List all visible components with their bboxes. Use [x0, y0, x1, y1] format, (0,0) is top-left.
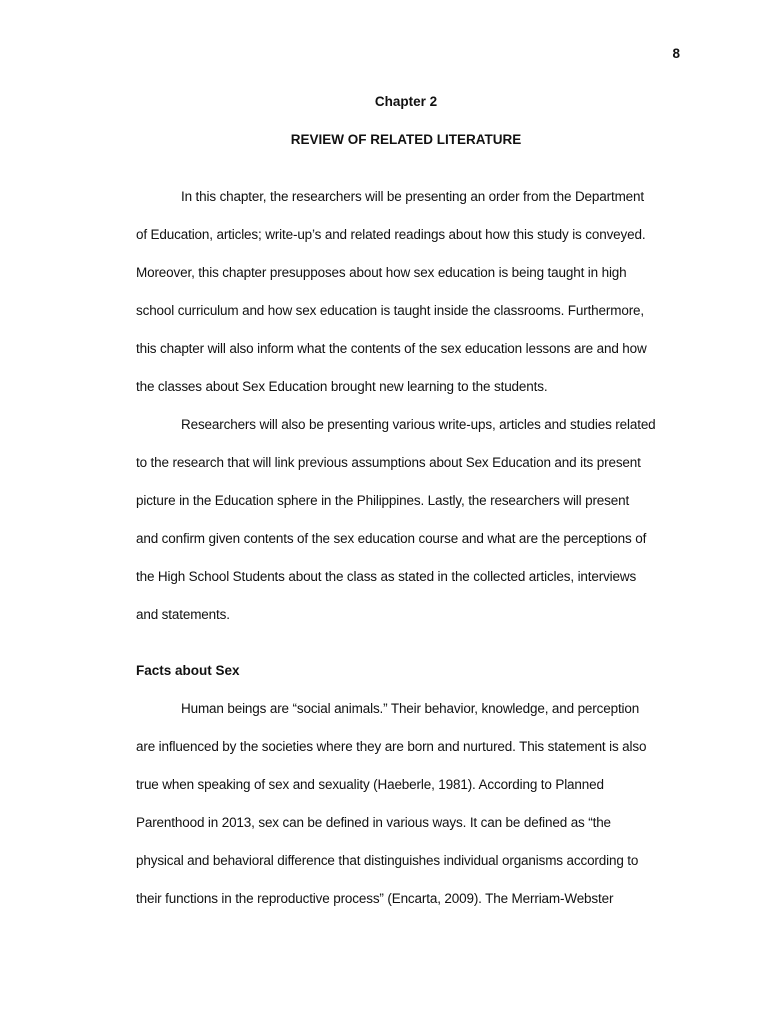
paragraph-line: to the research that will link previous assumptions about Sex Education and its present	[136, 455, 641, 470]
paragraph-line: physical and behavioral difference that distinguishes individual organisms according to	[136, 853, 639, 868]
paragraph-line: Researchers will also be presenting various write-ups, articles and studies related	[181, 417, 656, 432]
paragraph-line: the High School Students about the class as stated in the collected articles, interviews	[136, 569, 637, 584]
chapter-heading: Chapter 2	[374, 94, 438, 109]
paragraph-line: true when speaking of sex and sexuality (Haeberle, 1981). According to Planned	[136, 777, 604, 792]
paragraph-line: In this chapter, the researchers will be presenting an order from the Department	[181, 189, 644, 204]
paragraph-line: the classes about Sex Education brought new learning to the students.	[136, 379, 548, 394]
page-number: 8	[672, 46, 680, 61]
paragraph-line: their functions in the reproductive process” (Encarta, 2009). The Merriam-Webster	[136, 891, 614, 906]
paragraph-line: school curriculum and how sex education is taught inside the classrooms. Furthermore,	[136, 303, 644, 318]
paragraph-line: of Education, articles; write-up’s and related readings about how this study is conveyed.	[136, 227, 646, 242]
chapter-title: REVIEW OF RELATED LITERATURE	[290, 132, 522, 147]
paragraph-line: Parenthood in 2013, sex can be defined in various ways. It can be defined as “the	[136, 815, 611, 830]
paragraph-line: Human beings are “social animals.” Their behavior, knowledge, and perception	[181, 701, 640, 716]
paragraph-line: Moreover, this chapter presupposes about how sex education is being taught in high	[136, 265, 627, 280]
section-heading: Facts about Sex	[136, 663, 240, 678]
paragraph-line: and statements.	[136, 607, 230, 622]
paragraph-line: this chapter will also inform what the contents of the sex education lessons are and how	[136, 341, 647, 356]
paragraph-line: are influenced by the societies where they are born and nurtured. This statement is also	[136, 739, 647, 754]
paragraph-line: picture in the Education sphere in the Philippines. Lastly, the researchers will present	[136, 493, 630, 508]
paragraph-line: and confirm given contents of the sex education course and what are the perceptions of	[136, 531, 647, 546]
